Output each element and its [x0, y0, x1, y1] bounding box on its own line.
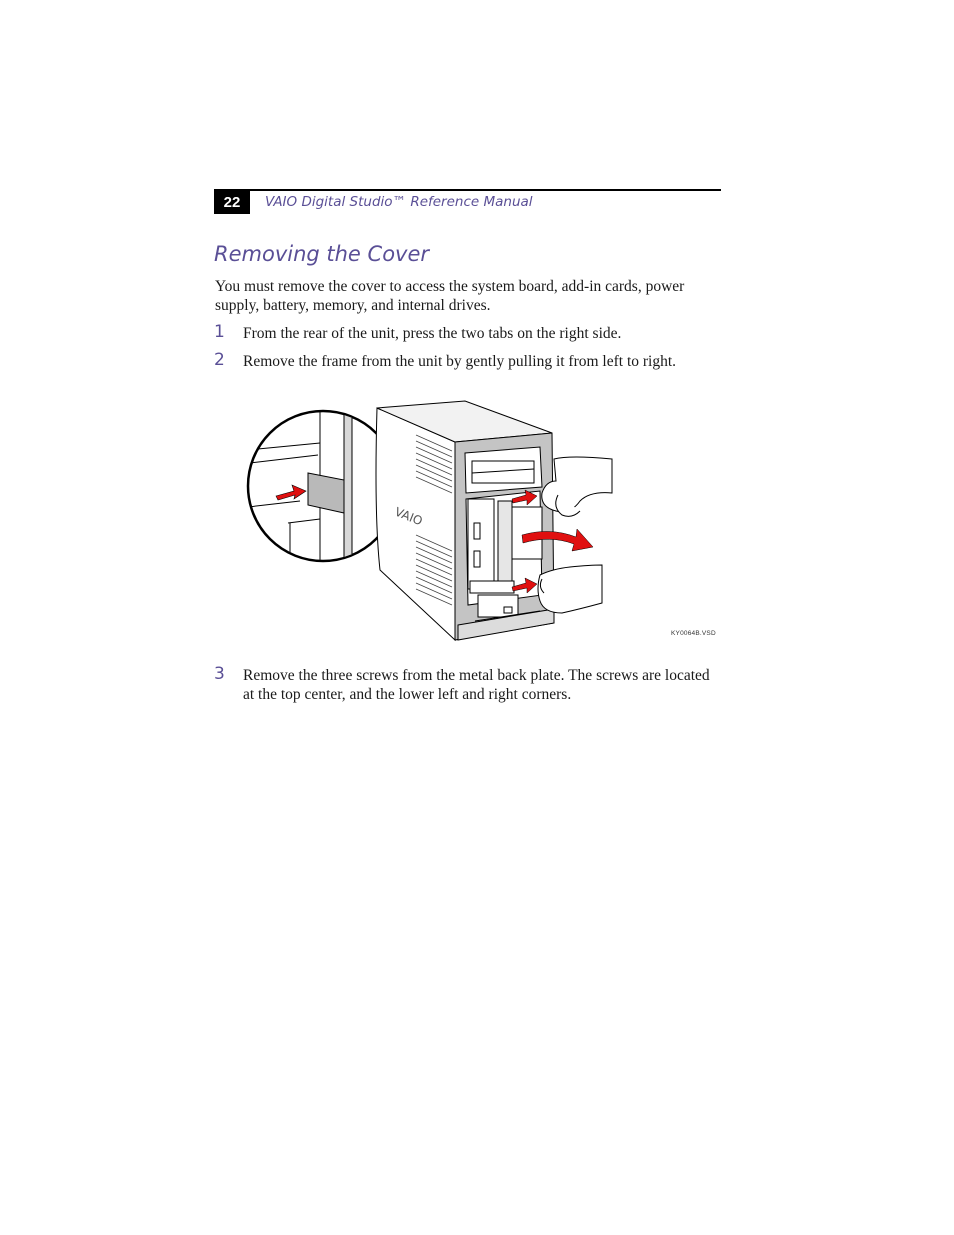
magnified-tab-inset [248, 411, 398, 563]
step-text: Remove the frame from the unit by gently pulling it from left to right. [243, 353, 677, 370]
running-title: VAIO Digital Studio™ Reference Manual [265, 194, 533, 210]
page-number-badge: 22 [214, 189, 250, 214]
step-text: From the rear of the unit, press the two tabs on the right side. [243, 325, 622, 342]
figure-code: KY0064B.VSD [671, 630, 716, 637]
cover-removal-illustration [240, 395, 720, 645]
step-number: 3 [214, 664, 225, 684]
computer-tower [376, 401, 554, 640]
hand-icon [538, 565, 602, 613]
header-rule [214, 189, 721, 191]
section-title: Removing the Cover [214, 242, 430, 266]
vaio-logo: VAIO [392, 504, 425, 529]
step-number: 2 [214, 350, 225, 370]
step-text: Remove the three screws from the metal back plate. The screws are located at the top center, and the lower left and right corners. [243, 667, 710, 703]
intro-paragraph: You must remove the cover to access the system board, add-in cards, power supply, battery, memory, and internal drives. [215, 278, 685, 314]
step-number: 1 [214, 322, 225, 342]
